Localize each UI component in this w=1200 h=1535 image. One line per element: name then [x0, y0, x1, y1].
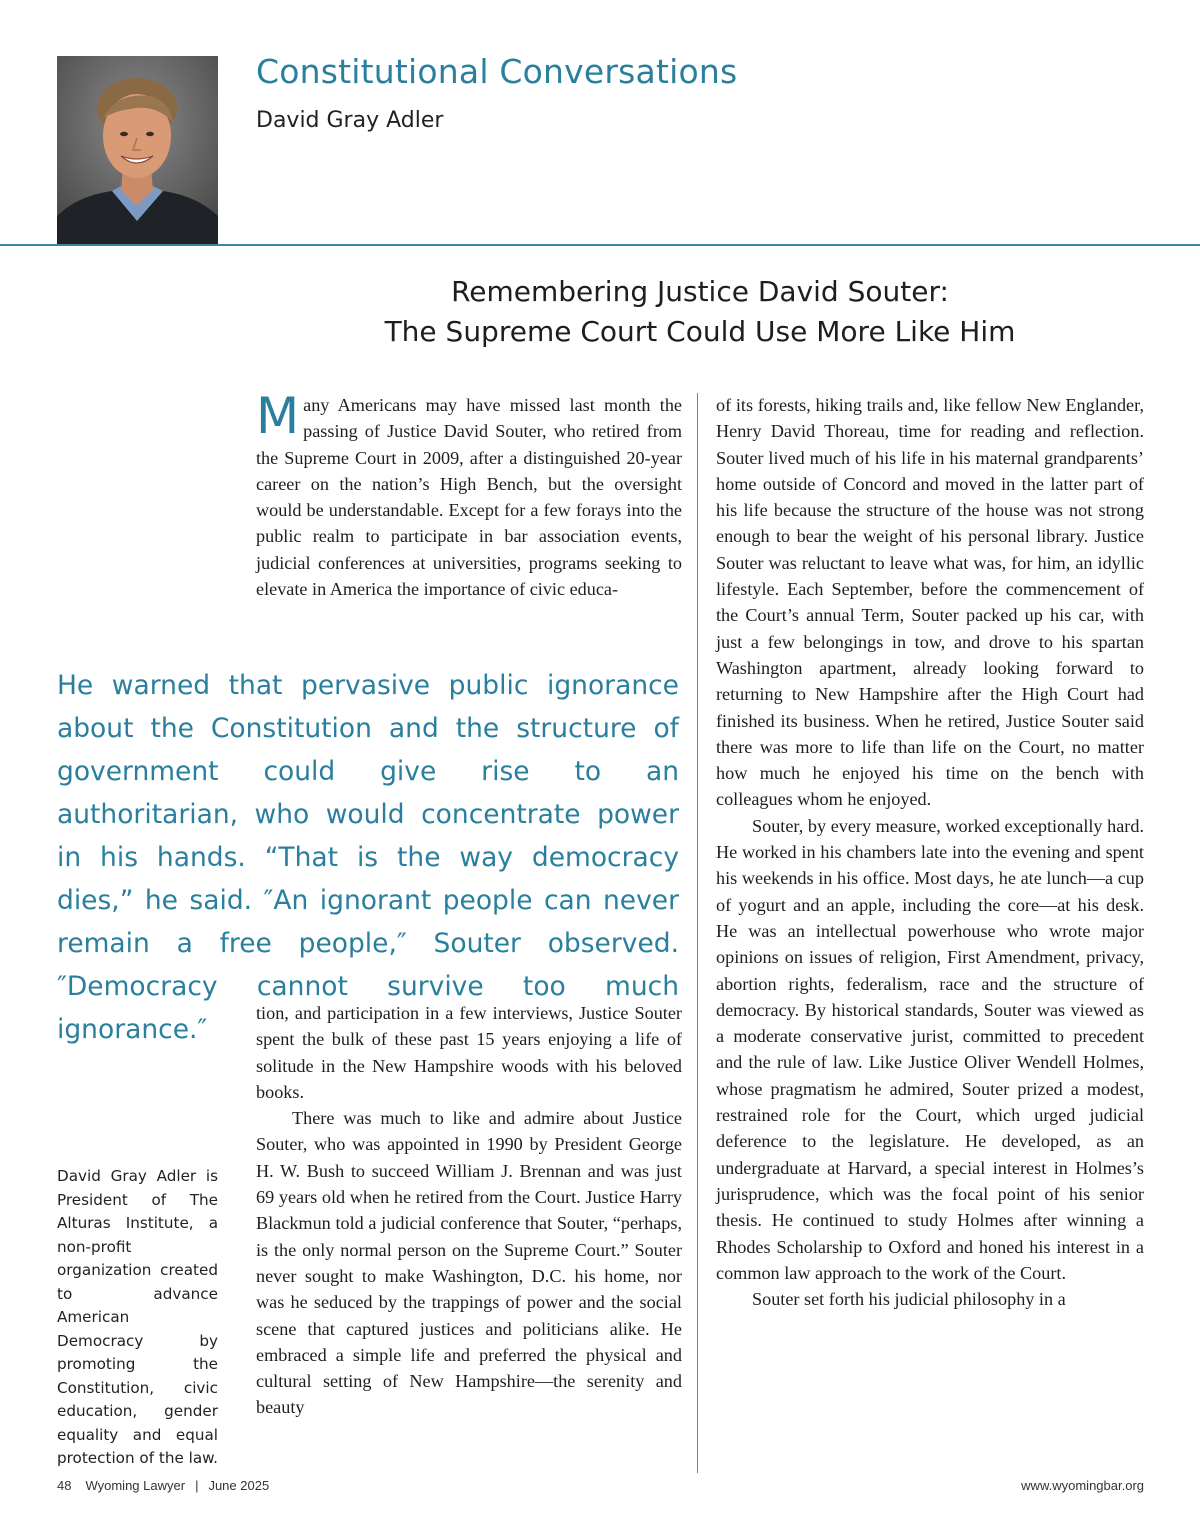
author-portrait-image [57, 56, 218, 244]
article-paragraph: of its forests, hiking trails and, like fellow New Englander, Henry David Thoreau, time for reading and reflection. Souter lived much of his life in his maternal grandparents’ home outside of Concord and moved in the latter part of his life because the structure of the house was not strong enough to bear the weight of his personal library. Justice Souter was reluctant to leave what was, for him, an idyllic lifestyle. Each September, before the commencement of the Court’s annual Term, Souter packed up his car, with just a few belongings in tow, and drove to his spartan Washington apartment, already looking forward to returning to New Hampshire after the High Court had finished its business. When he retired, Justice Souter said there was more to life than life on the Court, no matter how much he enjoyed his time on the bench with colleagues whom he enjoyed. [716, 395, 1144, 810]
footer-separator: | [195, 1478, 199, 1493]
article-column-2 [716, 392, 1144, 1312]
article-title [200, 272, 1200, 352]
column-divider [697, 393, 698, 1473]
header-divider [0, 244, 1200, 246]
website-link[interactable]: www.wyomingbar.org [1021, 1478, 1144, 1493]
paragraph-text: any Americans may have missed last month the passing of Justice David Souter, who retired from the Supreme Court in 2009, after a distinguished 20-year career on the nation’s High Bench, but the oversight would be understandable. Except for a few forays into the public realm to participate in bar association events, judicial conferences at universities, programs seeking to elevate in America the importance of civic educa- [256, 395, 682, 600]
drop-cap: M [256, 387, 300, 445]
magazine-name: Wyoming Lawyer [85, 1478, 186, 1493]
article-column-1-top [256, 387, 682, 602]
article-title-line-1: Remembering Justice David Souter: [451, 275, 949, 308]
article-paragraph: Souter, by every measure, worked exceptionally hard. He worked in his chambers late into the evening and spent his weekends in his office. Most days, he ate lunch—a cup of yogurt and an apple, including the core—at his desk. He was an intellectual powerhouse who wrote major opinions on issues of religion, First Amendment, privacy, abortion rights, federalism, race and the structure of democracy. By historical standards, Souter was viewed as a moderate conservative jurist, committed to precedent and the rule of law. Like Justice Oliver Wendell Holmes, whose pragmatism he admired, Souter prized a modest, restrained role for the Court, which urged judicial deference to the legislature. He developed, as an undergraduate at Harvard, a special interest in Holmes’s jurisprudence, which was the focal point of his senior thesis. He continued to study Holmes after winning a Rhodes Scholarship to Oxford and honed his interest in a common law approach to the work of the Court. [716, 815, 1144, 1283]
author-bio: David Gray Adler is President of The Alturas Institute, a non-profit organization created to advance American Democracy by promoting the Constitution, civic education, gender equality and equal protection of the law. [57, 1167, 219, 1467]
article-title-line-2: The Supreme Court Could Use More Like Him [384, 315, 1016, 348]
article-column-1-bottom [256, 1000, 682, 1421]
page-footer-left [57, 1478, 269, 1493]
article-paragraph: tion, and participation in a few interviews, Justice Souter spent the bulk of these past 15 years enjoying a life of solitude in the New Hampshire woods with his beloved books. [256, 1003, 682, 1102]
page-number: 48 [57, 1478, 72, 1493]
article-paragraph: Souter set forth his judicial philosophy in a [752, 1289, 1066, 1310]
author-name: David Gray Adler [256, 108, 444, 133]
article-paragraph: There was much to like and admire about Justice Souter, who was appointed in 1990 by President George H. W. Bush to succeed William J. Brennan and was just 69 years old when he retired from the Court. Justice Harry Blackmun told a judicial conference that Souter, “perhaps, is the only normal person on the Supreme Court.” Souter never sought to make Washington, D.C. his home, nor was he seduced by the trappings of power and the social scene that captured justices and politicians alike. He embraced a simple life and preferred the physical and cultural setting of New Hampshire—the serenity and beauty [256, 1108, 682, 1418]
author-photo [57, 56, 218, 244]
pull-quote-text: He warned that pervasive public ignorance about the Constitution and the structure of government could give rise to an authoritarian, who would concentrate power in his hands. “That is the way democracy dies,” he said. ″An ignorant people can never remain a free people,″ Souter observed. ″Democracy cannot survive too much ignorance.″ [57, 670, 679, 1045]
article-paragraph [256, 387, 682, 602]
column-title: Constitutional Conversations [256, 52, 738, 91]
pull-quote [57, 664, 679, 1051]
issue-date: June 2025 [208, 1478, 270, 1493]
